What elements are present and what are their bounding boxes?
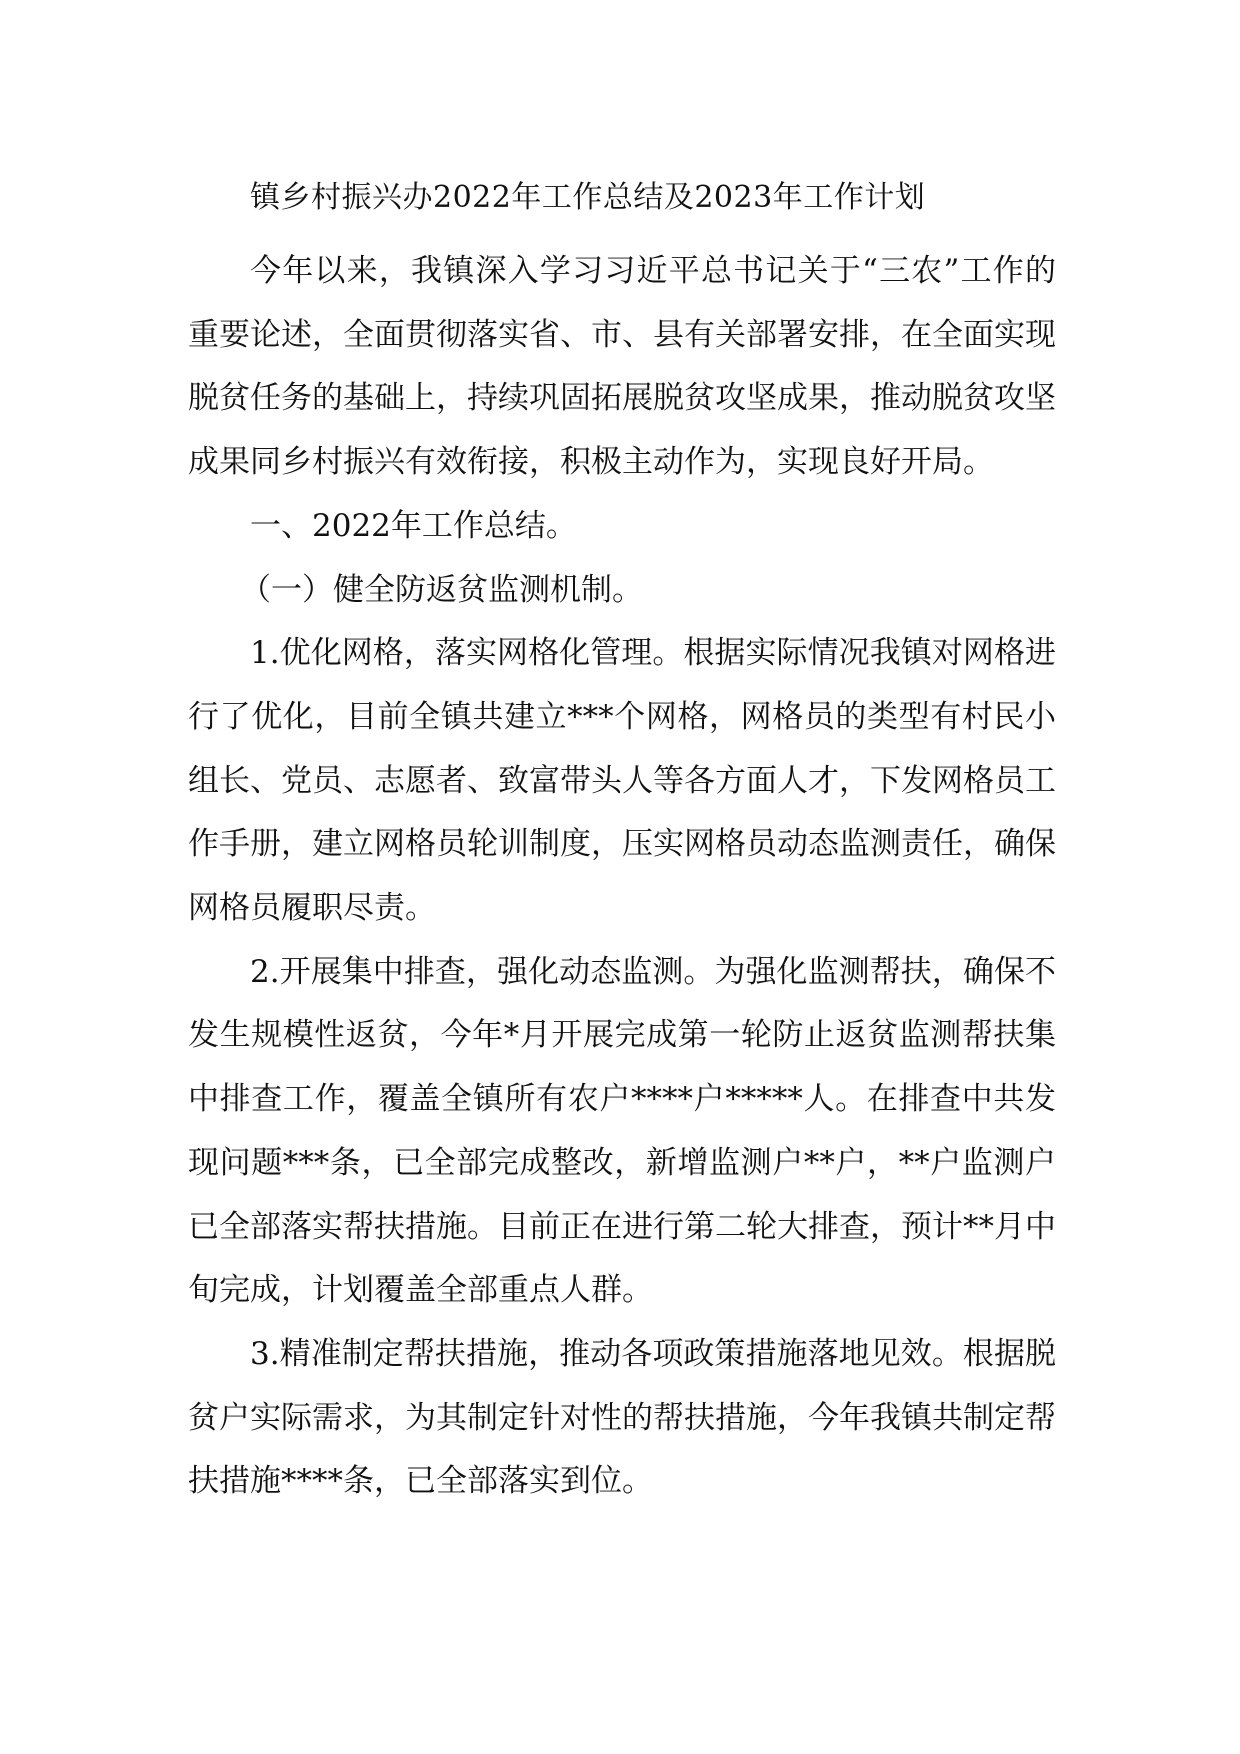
intro-paragraph: 今年以来，我镇深入学习习近平总书记关于“三农”工作的重要论述，全面贯彻落实省、市、县有关部署安排，在全面实现脱贫任务的基础上，持续巩固拓展脱贫攻坚成果，推动脱贫攻坚成果同乡村振兴有效衔接，积极主动作为，实现良好开局。 (188, 253, 1056, 481)
document-title: 镇乡村振兴办2022年工作总结及2023年工作计划 (250, 180, 926, 215)
section-heading-1: 一、2022年工作总结。 (250, 507, 577, 544)
item-paragraph-3: 3.精准制定帮扶措施，推动各项政策措施落地见效。根据脱贫户实际需求，为其制定针对性的帮扶措施，今年我镇共制定帮扶措施****条，已全部落实到位。 (188, 1335, 1056, 1500)
subsection-heading-1: （一）健全防返贫监测机制。 (240, 571, 643, 608)
item-paragraph-2: 2.开展集中排查，强化动态监测。为强化监测帮扶，确保不发生规模性返贫，今年*月开展完成第一轮防止返贫监测帮扶集中排查工作，覆盖全镇所有农户****户*****人。在排查中共发现问题***条，已全部完成整改，新增监测户**户，**户监测户已全部落实帮扶措施。目前正在进行第二轮大排查，预计**月中旬完成，计划覆盖全部重点人群。 (188, 953, 1056, 1309)
document-body (188, 240, 1056, 1514)
item-paragraph-1: 1.优化网格，落实网格化管理。根据实际情况我镇对网格进行了优化，目前全镇共建立***个网格，网格员的类型有村民小组长、党员、志愿者、致富带头人等各方面人才，下发网格员工作手册，建立网格员轮训制度，压实网格员动态监测责任，确保网格员履职尽责。 (188, 635, 1056, 927)
